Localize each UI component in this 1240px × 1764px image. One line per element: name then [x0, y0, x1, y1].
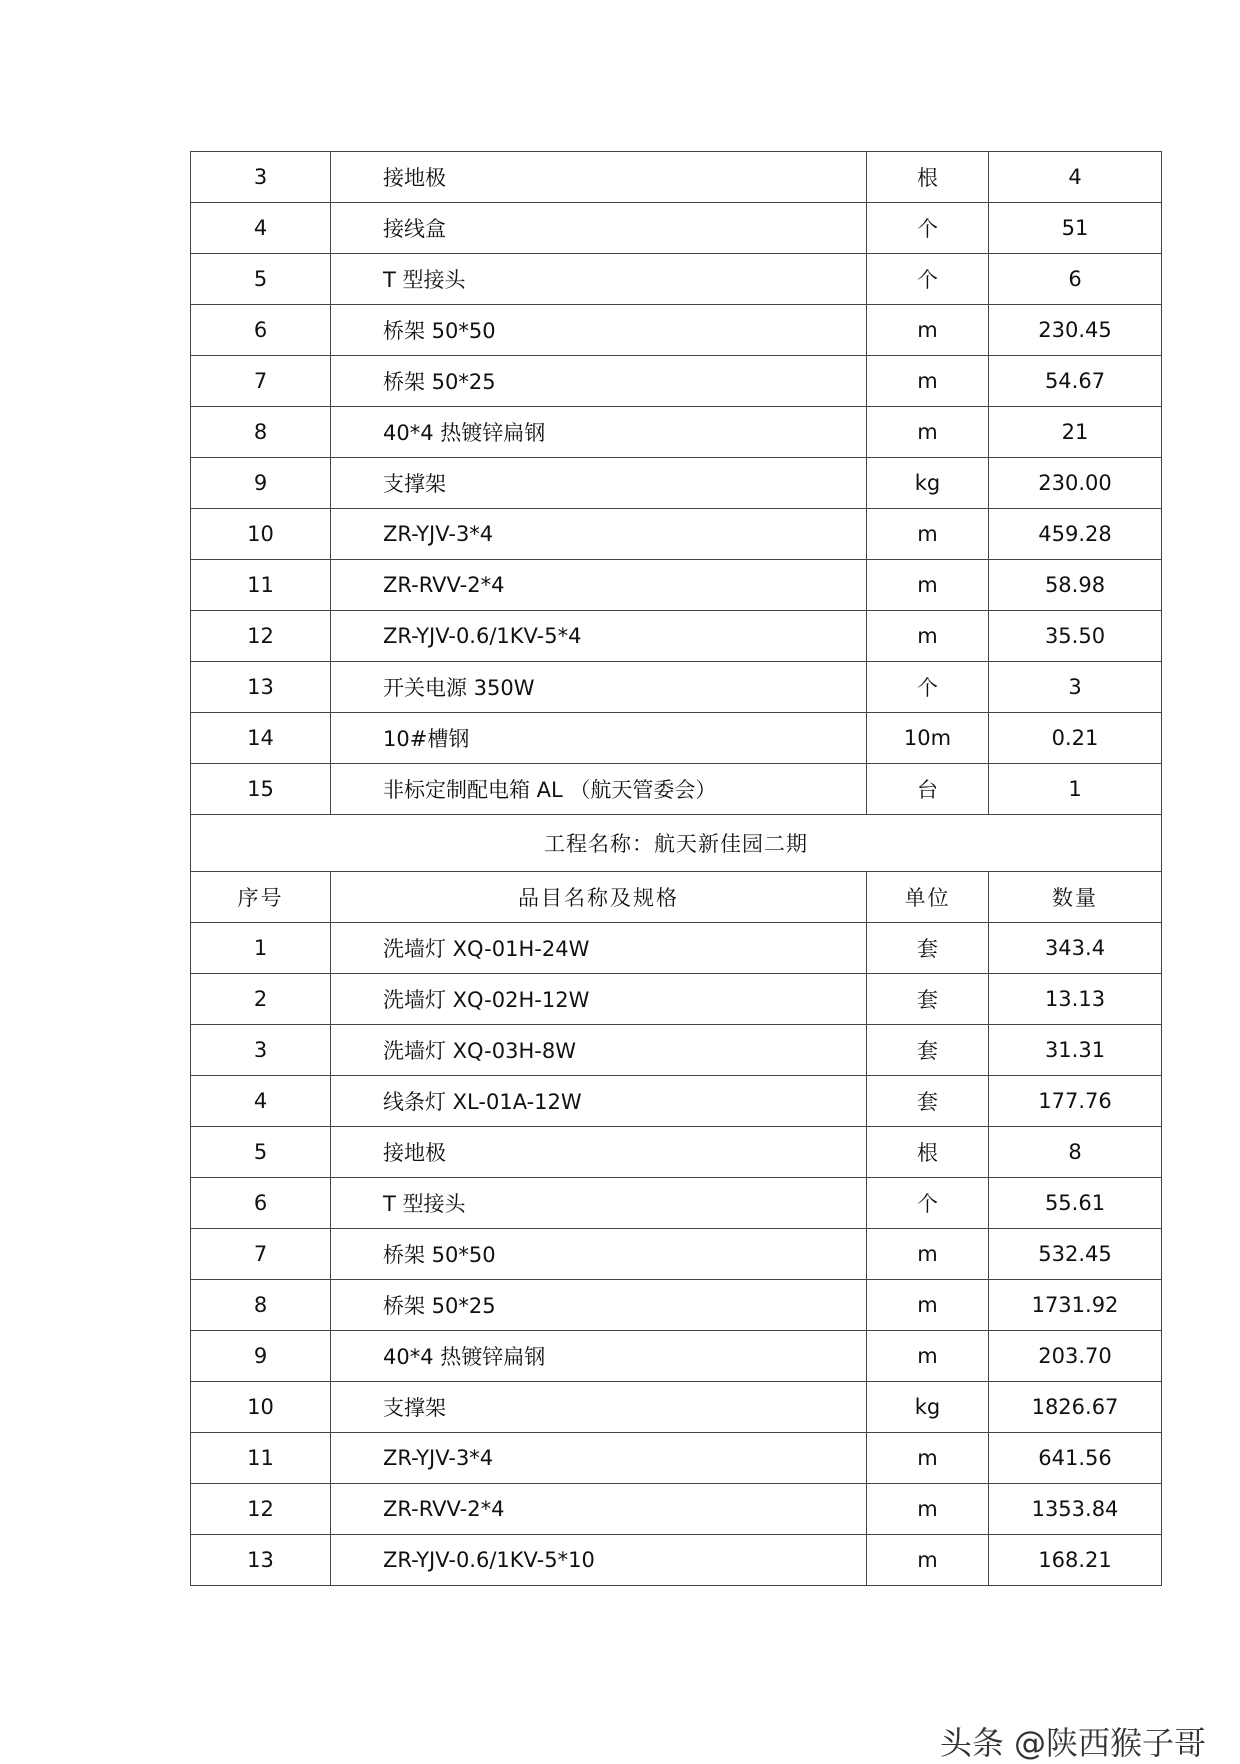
cell-qty: 31.31 — [989, 1025, 1162, 1076]
cell-name: 桥架 50*25 — [331, 1280, 867, 1331]
table-row — [191, 764, 1162, 815]
cell-unit: 根 — [867, 152, 989, 203]
cell-name: 开关电源 350W — [331, 662, 867, 713]
cell-unit: m — [867, 509, 989, 560]
materials-sheet — [190, 151, 1161, 1586]
cell-name: ZR-RVV-2*4 — [331, 1484, 867, 1535]
cell-unit: 台 — [867, 764, 989, 815]
table-row — [191, 152, 1162, 203]
header-name: 品目名称及规格 — [331, 872, 867, 923]
cell-no: 7 — [191, 1229, 331, 1280]
table-row — [191, 1382, 1162, 1433]
cell-unit: 10m — [867, 713, 989, 764]
cell-unit: kg — [867, 458, 989, 509]
cell-unit: m — [867, 1331, 989, 1382]
cell-name: 桥架 50*50 — [331, 305, 867, 356]
header-unit: 单位 — [867, 872, 989, 923]
table-row — [191, 713, 1162, 764]
cell-qty: 1731.92 — [989, 1280, 1162, 1331]
cell-no: 10 — [191, 1382, 331, 1433]
cell-no: 3 — [191, 152, 331, 203]
cell-qty: 35.50 — [989, 611, 1162, 662]
cell-name: 接地极 — [331, 152, 867, 203]
cell-no: 4 — [191, 203, 331, 254]
cell-qty: 459.28 — [989, 509, 1162, 560]
table-row — [191, 407, 1162, 458]
cell-name: 支撑架 — [331, 458, 867, 509]
cell-name: T 型接头 — [331, 254, 867, 305]
cell-name: 桥架 50*50 — [331, 1229, 867, 1280]
cell-qty: 51 — [989, 203, 1162, 254]
cell-name: 洗墙灯 XQ-03H-8W — [331, 1025, 867, 1076]
table-row — [191, 305, 1162, 356]
cell-name: 40*4 热镀锌扁钢 — [331, 407, 867, 458]
cell-qty: 1353.84 — [989, 1484, 1162, 1535]
cell-no: 1 — [191, 923, 331, 974]
cell-qty: 13.13 — [989, 974, 1162, 1025]
cell-no: 5 — [191, 254, 331, 305]
cell-qty: 1 — [989, 764, 1162, 815]
cell-no: 12 — [191, 1484, 331, 1535]
table2-body — [191, 923, 1162, 1586]
table-row — [191, 203, 1162, 254]
table-row — [191, 1280, 1162, 1331]
table-row — [191, 1484, 1162, 1535]
cell-qty: 230.00 — [989, 458, 1162, 509]
table-row — [191, 662, 1162, 713]
table-row — [191, 611, 1162, 662]
cell-qty: 177.76 — [989, 1076, 1162, 1127]
cell-qty: 343.4 — [989, 923, 1162, 974]
cell-unit: m — [867, 1535, 989, 1586]
cell-unit: 根 — [867, 1127, 989, 1178]
cell-unit: 套 — [867, 1076, 989, 1127]
cell-name: 10#槽钢 — [331, 713, 867, 764]
table-row — [191, 509, 1162, 560]
cell-name: 支撑架 — [331, 1382, 867, 1433]
cell-qty: 532.45 — [989, 1229, 1162, 1280]
cell-no: 8 — [191, 407, 331, 458]
header-no: 序号 — [191, 872, 331, 923]
cell-no: 8 — [191, 1280, 331, 1331]
cell-no: 3 — [191, 1025, 331, 1076]
cell-name: 洗墙灯 XQ-01H-24W — [331, 923, 867, 974]
cell-unit: 个 — [867, 1178, 989, 1229]
project-title: 工程名称：航天新佳园二期 — [191, 815, 1162, 872]
cell-unit: 套 — [867, 974, 989, 1025]
table-row — [191, 458, 1162, 509]
table-row — [191, 1331, 1162, 1382]
cell-name: ZR-YJV-0.6/1KV-5*10 — [331, 1535, 867, 1586]
cell-qty: 0.21 — [989, 713, 1162, 764]
cell-qty: 3 — [989, 662, 1162, 713]
cell-qty: 1826.67 — [989, 1382, 1162, 1433]
cell-name: 洗墙灯 XQ-02H-12W — [331, 974, 867, 1025]
cell-no: 6 — [191, 305, 331, 356]
cell-name: 40*4 热镀锌扁钢 — [331, 1331, 867, 1382]
cell-no: 6 — [191, 1178, 331, 1229]
cell-no: 15 — [191, 764, 331, 815]
cell-qty: 58.98 — [989, 560, 1162, 611]
cell-qty: 8 — [989, 1127, 1162, 1178]
cell-no: 2 — [191, 974, 331, 1025]
cell-qty: 230.45 — [989, 305, 1162, 356]
table-row — [191, 1229, 1162, 1280]
cell-unit: m — [867, 1484, 989, 1535]
cell-name: ZR-YJV-3*4 — [331, 509, 867, 560]
header-qty: 数量 — [989, 872, 1162, 923]
cell-no: 13 — [191, 1535, 331, 1586]
cell-unit: m — [867, 305, 989, 356]
watermark: 头条 @陕西猴子哥 — [939, 1724, 1206, 1762]
cell-no: 10 — [191, 509, 331, 560]
cell-no: 11 — [191, 560, 331, 611]
table-row — [191, 1127, 1162, 1178]
cell-no: 5 — [191, 1127, 331, 1178]
cell-unit: m — [867, 1229, 989, 1280]
cell-no: 12 — [191, 611, 331, 662]
table-row — [191, 254, 1162, 305]
cell-name: 接线盒 — [331, 203, 867, 254]
cell-unit: m — [867, 560, 989, 611]
cell-qty: 641.56 — [989, 1433, 1162, 1484]
cell-name: ZR-RVV-2*4 — [331, 560, 867, 611]
table-row — [191, 1025, 1162, 1076]
table-row — [191, 1535, 1162, 1586]
materials-table — [190, 151, 1162, 1586]
cell-name: 桥架 50*25 — [331, 356, 867, 407]
cell-name: 接地极 — [331, 1127, 867, 1178]
column-header-row — [191, 872, 1162, 923]
cell-unit: m — [867, 407, 989, 458]
cell-qty: 4 — [989, 152, 1162, 203]
cell-name: ZR-YJV-3*4 — [331, 1433, 867, 1484]
cell-no: 9 — [191, 458, 331, 509]
cell-no: 9 — [191, 1331, 331, 1382]
cell-unit: 套 — [867, 923, 989, 974]
cell-qty: 203.70 — [989, 1331, 1162, 1382]
cell-name: 线条灯 XL-01A-12W — [331, 1076, 867, 1127]
cell-no: 11 — [191, 1433, 331, 1484]
table-row — [191, 1178, 1162, 1229]
cell-no: 7 — [191, 356, 331, 407]
cell-unit: m — [867, 611, 989, 662]
table1-body — [191, 152, 1162, 815]
cell-no: 4 — [191, 1076, 331, 1127]
cell-unit: 个 — [867, 203, 989, 254]
table-row — [191, 356, 1162, 407]
table-row — [191, 560, 1162, 611]
table-row — [191, 1433, 1162, 1484]
table-row — [191, 1076, 1162, 1127]
cell-no: 13 — [191, 662, 331, 713]
cell-no: 14 — [191, 713, 331, 764]
cell-unit: 个 — [867, 662, 989, 713]
cell-unit: m — [867, 1433, 989, 1484]
cell-unit: 个 — [867, 254, 989, 305]
cell-name: 非标定制配电箱 AL （航天管委会） — [331, 764, 867, 815]
cell-qty: 55.61 — [989, 1178, 1162, 1229]
table-row — [191, 974, 1162, 1025]
cell-unit: m — [867, 356, 989, 407]
cell-unit: 套 — [867, 1025, 989, 1076]
cell-unit: kg — [867, 1382, 989, 1433]
cell-name: ZR-YJV-0.6/1KV-5*4 — [331, 611, 867, 662]
cell-qty: 6 — [989, 254, 1162, 305]
table2-header — [191, 815, 1162, 923]
cell-qty: 54.67 — [989, 356, 1162, 407]
cell-name: T 型接头 — [331, 1178, 867, 1229]
cell-unit: m — [867, 1280, 989, 1331]
table-row — [191, 923, 1162, 974]
project-title-row — [191, 815, 1162, 872]
cell-qty: 168.21 — [989, 1535, 1162, 1586]
cell-qty: 21 — [989, 407, 1162, 458]
